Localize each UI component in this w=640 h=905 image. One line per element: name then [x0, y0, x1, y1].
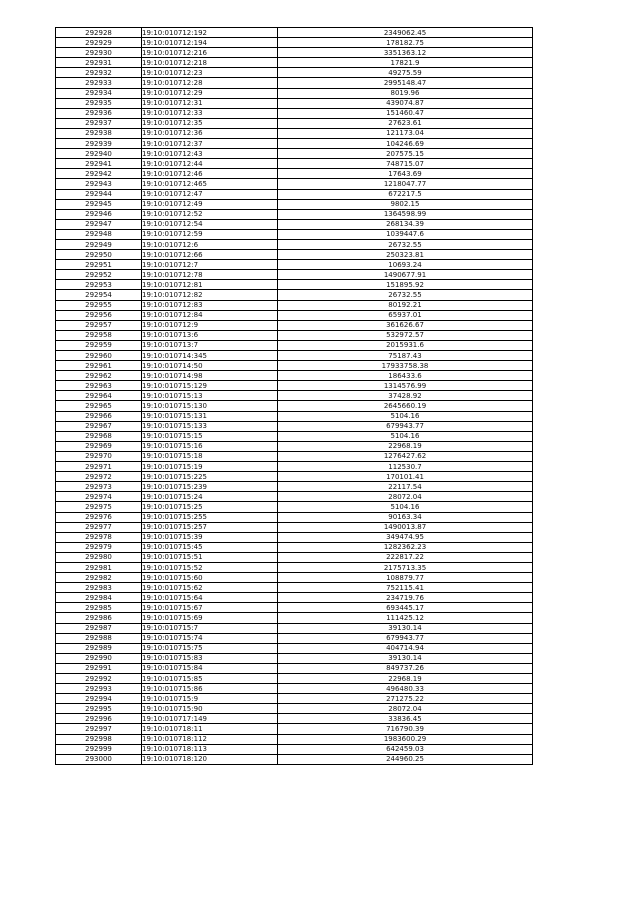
cadastral-number-cell: 19:10:010712:37 — [142, 139, 278, 149]
cadastral-number-cell: 19:10:010715:67 — [142, 603, 278, 613]
row-number-cell: 292990 — [56, 653, 142, 663]
value-cell: 672217.5 — [278, 189, 533, 199]
cadastral-number-cell: 19:10:010715:129 — [142, 381, 278, 391]
value-cell: 112530.7 — [278, 462, 533, 472]
value-cell: 268134.39 — [278, 219, 533, 229]
cadastral-number-cell: 19:10:010718:120 — [142, 754, 278, 764]
table-row — [56, 714, 533, 724]
table-row — [56, 512, 533, 522]
table-row — [56, 250, 533, 260]
table-row — [56, 310, 533, 320]
cadastral-number-cell: 19:10:010712:43 — [142, 149, 278, 159]
row-number-cell: 292945 — [56, 199, 142, 209]
row-number-cell: 292947 — [56, 219, 142, 229]
row-number-cell: 292951 — [56, 260, 142, 270]
value-cell: 1983600.29 — [278, 734, 533, 744]
table-row — [56, 643, 533, 653]
row-number-cell: 292950 — [56, 250, 142, 260]
cadastral-number-cell: 19:10:010715:39 — [142, 532, 278, 542]
value-cell: 271275.22 — [278, 694, 533, 704]
cadastral-number-cell: 19:10:010712:36 — [142, 128, 278, 138]
table-row — [56, 552, 533, 562]
table-row — [56, 189, 533, 199]
row-number-cell: 292974 — [56, 492, 142, 502]
row-number-cell: 292987 — [56, 623, 142, 633]
row-number-cell: 292998 — [56, 734, 142, 744]
table-row — [56, 472, 533, 482]
cadastral-number-cell: 19:10:010712:23 — [142, 68, 278, 78]
cadastral-number-cell: 19:10:010712:29 — [142, 88, 278, 98]
row-number-cell: 292979 — [56, 542, 142, 552]
cadastral-number-cell: 19:10:010715:84 — [142, 663, 278, 673]
row-number-cell: 292941 — [56, 159, 142, 169]
value-cell: 28072.04 — [278, 492, 533, 502]
cadastral-number-cell: 19:10:010715:62 — [142, 583, 278, 593]
cadastral-number-cell: 19:10:010712:84 — [142, 310, 278, 320]
table-row — [56, 139, 533, 149]
value-cell: 186433.6 — [278, 371, 533, 381]
value-cell: 28072.04 — [278, 704, 533, 714]
row-number-cell: 292960 — [56, 351, 142, 361]
table-row — [56, 260, 533, 270]
row-number-cell: 292956 — [56, 310, 142, 320]
row-number-cell: 292991 — [56, 663, 142, 673]
data-table — [55, 27, 533, 765]
value-cell: 679943.77 — [278, 633, 533, 643]
row-number-cell: 292975 — [56, 502, 142, 512]
value-cell: 104246.69 — [278, 139, 533, 149]
table-row — [56, 330, 533, 340]
value-cell: 10693.24 — [278, 260, 533, 270]
value-cell: 108879.77 — [278, 573, 533, 583]
row-number-cell: 292962 — [56, 371, 142, 381]
row-number-cell: 292972 — [56, 472, 142, 482]
row-number-cell: 292938 — [56, 128, 142, 138]
table-row — [56, 340, 533, 350]
row-number-cell: 292986 — [56, 613, 142, 623]
table-row — [56, 421, 533, 431]
table-row — [56, 28, 533, 38]
table-row — [56, 482, 533, 492]
table-row — [56, 684, 533, 694]
row-number-cell: 292973 — [56, 482, 142, 492]
table-row — [56, 371, 533, 381]
value-cell: 2175713.35 — [278, 562, 533, 572]
cadastral-number-cell: 19:10:010712:44 — [142, 159, 278, 169]
cadastral-number-cell: 19:10:010715:15 — [142, 431, 278, 441]
cadastral-number-cell: 19:10:010715:52 — [142, 562, 278, 572]
value-cell: 90163.34 — [278, 512, 533, 522]
cadastral-number-cell: 19:10:010715:257 — [142, 522, 278, 532]
cadastral-number-cell: 19:10:010715:131 — [142, 411, 278, 421]
cadastral-number-cell: 19:10:010715:25 — [142, 502, 278, 512]
cadastral-number-cell: 19:10:010715:60 — [142, 573, 278, 583]
row-number-cell: 292996 — [56, 714, 142, 724]
cadastral-number-cell: 19:10:010715:9 — [142, 694, 278, 704]
table-row — [56, 351, 533, 361]
row-number-cell: 292939 — [56, 139, 142, 149]
cadastral-number-cell: 19:10:010715:74 — [142, 633, 278, 643]
value-cell: 1218047.77 — [278, 179, 533, 189]
row-number-cell: 292929 — [56, 38, 142, 48]
cadastral-number-cell: 19:10:010714:345 — [142, 351, 278, 361]
row-number-cell: 292958 — [56, 330, 142, 340]
table-row — [56, 613, 533, 623]
table-row — [56, 149, 533, 159]
cadastral-number-cell: 19:10:010712:66 — [142, 250, 278, 260]
value-cell: 9802.15 — [278, 199, 533, 209]
value-cell: 49275.59 — [278, 68, 533, 78]
table-row — [56, 593, 533, 603]
cadastral-number-cell: 19:10:010712:81 — [142, 280, 278, 290]
value-cell: 65937.01 — [278, 310, 533, 320]
table-row — [56, 492, 533, 502]
row-number-cell: 292971 — [56, 462, 142, 472]
table-row — [56, 502, 533, 512]
cadastral-number-cell: 19:10:010712:9 — [142, 320, 278, 330]
cadastral-number-cell: 19:10:010712:216 — [142, 48, 278, 58]
row-number-cell: 292931 — [56, 58, 142, 68]
value-cell: 2349062.45 — [278, 28, 533, 38]
cadastral-number-cell: 19:10:010712:192 — [142, 28, 278, 38]
cadastral-number-cell: 19:10:010712:54 — [142, 219, 278, 229]
row-number-cell: 292980 — [56, 552, 142, 562]
row-number-cell: 292937 — [56, 118, 142, 128]
row-number-cell: 292984 — [56, 593, 142, 603]
value-cell: 22968.19 — [278, 674, 533, 684]
table-row — [56, 179, 533, 189]
row-number-cell: 292944 — [56, 189, 142, 199]
row-number-cell: 292970 — [56, 451, 142, 461]
row-number-cell: 292999 — [56, 744, 142, 754]
cadastral-number-cell: 19:10:010715:85 — [142, 674, 278, 684]
cadastral-number-cell: 19:10:010713:6 — [142, 330, 278, 340]
cadastral-number-cell: 19:10:010712:194 — [142, 38, 278, 48]
row-number-cell: 292953 — [56, 280, 142, 290]
table-row — [56, 451, 533, 461]
table-row — [56, 38, 533, 48]
value-cell: 22968.19 — [278, 441, 533, 451]
value-cell: 27623.61 — [278, 118, 533, 128]
value-cell: 111425.12 — [278, 613, 533, 623]
row-number-cell: 292976 — [56, 512, 142, 522]
cadastral-number-cell: 19:10:010712:46 — [142, 169, 278, 179]
row-number-cell: 292942 — [56, 169, 142, 179]
cadastral-number-cell: 19:10:010715:69 — [142, 613, 278, 623]
value-cell: 178182.75 — [278, 38, 533, 48]
row-number-cell: 292981 — [56, 562, 142, 572]
table-row — [56, 522, 533, 532]
value-cell: 5104.16 — [278, 411, 533, 421]
table-row — [56, 441, 533, 451]
value-cell: 752115.41 — [278, 583, 533, 593]
table-row — [56, 229, 533, 239]
table-row — [56, 118, 533, 128]
row-number-cell: 293000 — [56, 754, 142, 764]
table-row — [56, 532, 533, 542]
table-row — [56, 270, 533, 280]
value-cell: 496480.33 — [278, 684, 533, 694]
row-number-cell: 292949 — [56, 239, 142, 249]
cadastral-number-cell: 19:10:010712:78 — [142, 270, 278, 280]
cadastral-number-cell: 19:10:010715:75 — [142, 643, 278, 653]
value-cell: 716790.39 — [278, 724, 533, 734]
value-cell: 1490013.87 — [278, 522, 533, 532]
row-number-cell: 292964 — [56, 391, 142, 401]
table-row — [56, 431, 533, 441]
value-cell: 2645660.19 — [278, 401, 533, 411]
row-number-cell: 292963 — [56, 381, 142, 391]
cadastral-number-cell: 19:10:010715:255 — [142, 512, 278, 522]
row-number-cell: 292967 — [56, 421, 142, 431]
table-row — [56, 88, 533, 98]
row-number-cell: 292989 — [56, 643, 142, 653]
row-number-cell: 292943 — [56, 179, 142, 189]
value-cell: 26732.55 — [278, 239, 533, 249]
row-number-cell: 292932 — [56, 68, 142, 78]
value-cell: 170101.41 — [278, 472, 533, 482]
cadastral-number-cell: 19:10:010715:24 — [142, 492, 278, 502]
value-cell: 250323.81 — [278, 250, 533, 260]
table-row — [56, 744, 533, 754]
row-number-cell: 292982 — [56, 573, 142, 583]
cadastral-number-cell: 19:10:010715:130 — [142, 401, 278, 411]
row-number-cell: 292992 — [56, 674, 142, 684]
table-row — [56, 674, 533, 684]
row-number-cell: 292965 — [56, 401, 142, 411]
table-row — [56, 573, 533, 583]
table-row — [56, 219, 533, 229]
cadastral-number-cell: 19:10:010712:59 — [142, 229, 278, 239]
cadastral-number-cell: 19:10:010715:19 — [142, 462, 278, 472]
value-cell: 5104.16 — [278, 502, 533, 512]
table-row — [56, 98, 533, 108]
row-number-cell: 292935 — [56, 98, 142, 108]
row-number-cell: 292977 — [56, 522, 142, 532]
table-row — [56, 280, 533, 290]
value-cell: 2995148.47 — [278, 78, 533, 88]
table-row — [56, 724, 533, 734]
table-row — [56, 290, 533, 300]
cadastral-number-cell: 19:10:010712:33 — [142, 108, 278, 118]
table-row — [56, 239, 533, 249]
cadastral-number-cell: 19:10:010715:83 — [142, 653, 278, 663]
value-cell: 17643.69 — [278, 169, 533, 179]
value-cell: 642459.03 — [278, 744, 533, 754]
value-cell: 151895.92 — [278, 280, 533, 290]
cadastral-number-cell: 19:10:010712:28 — [142, 78, 278, 88]
value-cell: 1039447.6 — [278, 229, 533, 239]
value-cell: 151460.47 — [278, 108, 533, 118]
value-cell: 222817.22 — [278, 552, 533, 562]
row-number-cell: 292994 — [56, 694, 142, 704]
cadastral-number-cell: 19:10:010715:239 — [142, 482, 278, 492]
cadastral-number-cell: 19:10:010712:31 — [142, 98, 278, 108]
value-cell: 244960.25 — [278, 754, 533, 764]
table-row — [56, 633, 533, 643]
value-cell: 8019.96 — [278, 88, 533, 98]
value-cell: 349474.95 — [278, 532, 533, 542]
value-cell: 37428.92 — [278, 391, 533, 401]
value-cell: 439074.87 — [278, 98, 533, 108]
cadastral-number-cell: 19:10:010712:52 — [142, 209, 278, 219]
row-number-cell: 292988 — [56, 633, 142, 643]
row-number-cell: 292952 — [56, 270, 142, 280]
cadastral-number-cell: 19:10:010712:465 — [142, 179, 278, 189]
row-number-cell: 292948 — [56, 229, 142, 239]
table-row — [56, 78, 533, 88]
row-number-cell: 292928 — [56, 28, 142, 38]
cadastral-number-cell: 19:10:010714:50 — [142, 361, 278, 371]
table-row — [56, 583, 533, 593]
cadastral-number-cell: 19:10:010712:49 — [142, 199, 278, 209]
table-row — [56, 58, 533, 68]
value-cell: 3351363.12 — [278, 48, 533, 58]
table-row — [56, 542, 533, 552]
table-row — [56, 562, 533, 572]
table-row — [56, 391, 533, 401]
table-row — [56, 734, 533, 744]
value-cell: 1364598.99 — [278, 209, 533, 219]
cadastral-number-cell: 19:10:010715:45 — [142, 542, 278, 552]
row-number-cell: 292983 — [56, 583, 142, 593]
row-number-cell: 292985 — [56, 603, 142, 613]
table-row — [56, 199, 533, 209]
cadastral-number-cell: 19:10:010712:7 — [142, 260, 278, 270]
cadastral-number-cell: 19:10:010715:7 — [142, 623, 278, 633]
value-cell: 1276427.62 — [278, 451, 533, 461]
table-row — [56, 108, 533, 118]
value-cell: 207575.15 — [278, 149, 533, 159]
cadastral-number-cell: 19:10:010712:6 — [142, 239, 278, 249]
row-number-cell: 292959 — [56, 340, 142, 350]
table-row — [56, 603, 533, 613]
value-cell: 22117.54 — [278, 482, 533, 492]
row-number-cell: 292997 — [56, 724, 142, 734]
cadastral-number-cell: 19:10:010715:90 — [142, 704, 278, 714]
table-row — [56, 704, 533, 714]
table-row — [56, 653, 533, 663]
value-cell: 1490677.91 — [278, 270, 533, 280]
table-row — [56, 169, 533, 179]
value-cell: 679943.77 — [278, 421, 533, 431]
cadastral-number-cell: 19:10:010715:86 — [142, 684, 278, 694]
table-row — [56, 159, 533, 169]
row-number-cell: 292936 — [56, 108, 142, 118]
value-cell: 33836.45 — [278, 714, 533, 724]
cadastral-number-cell: 19:10:010718:112 — [142, 734, 278, 744]
value-cell: 1282362.23 — [278, 542, 533, 552]
cadastral-number-cell: 19:10:010712:47 — [142, 189, 278, 199]
cadastral-number-cell: 19:10:010712:82 — [142, 290, 278, 300]
cadastral-number-cell: 19:10:010712:83 — [142, 300, 278, 310]
row-number-cell: 292940 — [56, 149, 142, 159]
cadastral-number-cell: 19:10:010715:133 — [142, 421, 278, 431]
cadastral-number-cell: 19:10:010715:13 — [142, 391, 278, 401]
value-cell: 80192.21 — [278, 300, 533, 310]
value-cell: 121173.04 — [278, 128, 533, 138]
table-row — [56, 462, 533, 472]
cadastral-number-cell: 19:10:010712:218 — [142, 58, 278, 68]
row-number-cell: 292955 — [56, 300, 142, 310]
cadastral-number-cell: 19:10:010715:16 — [142, 441, 278, 451]
row-number-cell: 292933 — [56, 78, 142, 88]
table-row — [56, 411, 533, 421]
row-number-cell: 292930 — [56, 48, 142, 58]
table-row — [56, 381, 533, 391]
value-cell: 75187.43 — [278, 351, 533, 361]
value-cell: 1314576.99 — [278, 381, 533, 391]
value-cell: 39130.14 — [278, 623, 533, 633]
table-row — [56, 623, 533, 633]
row-number-cell: 292978 — [56, 532, 142, 542]
cadastral-number-cell: 19:10:010715:18 — [142, 451, 278, 461]
table-row — [56, 68, 533, 78]
cadastral-number-cell: 19:10:010715:51 — [142, 552, 278, 562]
value-cell: 5104.16 — [278, 431, 533, 441]
value-cell: 693445.17 — [278, 603, 533, 613]
row-number-cell: 292961 — [56, 361, 142, 371]
cadastral-number-cell: 19:10:010718:11 — [142, 724, 278, 734]
table-body — [56, 28, 533, 765]
value-cell: 26732.55 — [278, 290, 533, 300]
row-number-cell: 292946 — [56, 209, 142, 219]
cadastral-number-cell: 19:10:010712:35 — [142, 118, 278, 128]
cadastral-number-cell: 19:10:010717:149 — [142, 714, 278, 724]
row-number-cell: 292957 — [56, 320, 142, 330]
table-row — [56, 694, 533, 704]
row-number-cell: 292954 — [56, 290, 142, 300]
table-row — [56, 128, 533, 138]
row-number-cell: 292993 — [56, 684, 142, 694]
value-cell: 234719.76 — [278, 593, 533, 603]
value-cell: 17933758.38 — [278, 361, 533, 371]
value-cell: 532972.57 — [278, 330, 533, 340]
value-cell: 748715.07 — [278, 159, 533, 169]
cadastral-number-cell: 19:10:010718:113 — [142, 744, 278, 754]
row-number-cell: 292995 — [56, 704, 142, 714]
cadastral-number-cell: 19:10:010713:7 — [142, 340, 278, 350]
table-row — [56, 300, 533, 310]
cadastral-number-cell: 19:10:010715:64 — [142, 593, 278, 603]
row-number-cell: 292968 — [56, 431, 142, 441]
table-row — [56, 663, 533, 673]
row-number-cell: 292934 — [56, 88, 142, 98]
value-cell: 361626.67 — [278, 320, 533, 330]
cadastral-number-cell: 19:10:010714:98 — [142, 371, 278, 381]
table-row — [56, 48, 533, 58]
value-cell: 39130.14 — [278, 653, 533, 663]
value-cell: 2015931.6 — [278, 340, 533, 350]
table-row — [56, 401, 533, 411]
table-row — [56, 209, 533, 219]
value-cell: 849737.26 — [278, 663, 533, 673]
row-number-cell: 292969 — [56, 441, 142, 451]
value-cell: 17821.9 — [278, 58, 533, 68]
cadastral-number-cell: 19:10:010715:225 — [142, 472, 278, 482]
table-row — [56, 361, 533, 371]
table-row — [56, 320, 533, 330]
row-number-cell: 292966 — [56, 411, 142, 421]
value-cell: 404714.94 — [278, 643, 533, 653]
table-row — [56, 754, 533, 764]
